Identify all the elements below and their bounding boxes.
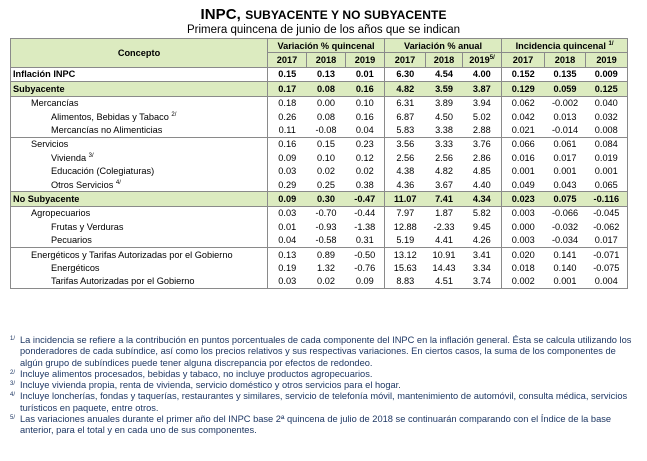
cell-iq-0: 0.016 [511, 152, 535, 163]
cell-vq-1: -0.70 [315, 208, 337, 219]
cell-iq-1: 0.013 [553, 111, 577, 122]
cell-iq-1: 0.135 [545, 67, 586, 81]
row-label [11, 151, 268, 164]
cell-vq-0: 0.11 [278, 125, 296, 136]
cell-va-0: 5.83 [396, 125, 415, 136]
cell-va-1: 3.67 [435, 179, 453, 190]
cell-iq-2: 0.008 [586, 123, 628, 137]
cell-vq-2: -0.50 [346, 247, 385, 261]
cell-iq-1: 0.141 [545, 247, 586, 261]
table-row [11, 110, 628, 123]
cell-va-1: 3.89 [435, 98, 453, 109]
cell-vq-0: 0.17 [268, 82, 307, 96]
cell-iq-1: 0.001 [545, 275, 586, 289]
cell-vq-0: 0.13 [268, 247, 307, 261]
cell-va-1: 4.54 [426, 67, 463, 81]
cell-va-1: 4.41 [435, 235, 453, 246]
cell-iq-1: -0.014 [552, 125, 579, 136]
header-incidencia [502, 39, 628, 53]
cell-va-2: 3.41 [463, 247, 502, 261]
cell-va-2: 4.40 [463, 178, 502, 192]
cell-va-1: 2.56 [435, 152, 453, 163]
cell-va-0: 7.97 [396, 208, 415, 219]
row-label-text: Pecuarios [51, 235, 92, 246]
cell-va-1: 3.38 [435, 125, 453, 136]
row-label-text: Energéticos y Tarifas Autorizadas por el Gobierno [31, 249, 233, 260]
page-title [0, 6, 647, 23]
cell-va-0: 5.19 [396, 235, 415, 246]
cell-vq-0: 0.03 [278, 208, 297, 219]
footnote-text: Incluye alimentos procesados, bebidas y tabaco, no incluye productos agropecuarios. [20, 368, 373, 379]
row-note: 3/ [88, 152, 94, 159]
title-part-2: SUBYACENTE Y [245, 8, 343, 22]
year-iq-2019: 2019 [586, 53, 628, 67]
cell-va-2: 3.94 [463, 96, 502, 110]
table-row [11, 206, 628, 220]
cell-vq-2: -0.44 [346, 206, 385, 220]
row-label-text: Subyacente [13, 83, 65, 94]
cell-iq-0: 0.062 [511, 98, 535, 109]
title-main: INPC, [200, 6, 246, 23]
table-row [11, 275, 628, 289]
row-label-text: Vivienda [51, 152, 87, 163]
cell-iq-1: 0.059 [545, 82, 586, 96]
cell-va-0: 2.56 [396, 152, 415, 163]
cell-vq-0: 0.09 [268, 192, 307, 206]
cell-va-0: 11.07 [385, 192, 426, 206]
table-row [11, 192, 628, 206]
table-row [11, 82, 628, 96]
cell-va-1: 10.91 [426, 247, 463, 261]
cell-va-2: 4.34 [463, 192, 502, 206]
row-label [11, 206, 268, 220]
row-label-text: Agropecuarios [31, 208, 91, 219]
cell-va-2: 5.02 [463, 110, 502, 123]
cell-iq-1: -0.002 [552, 98, 579, 109]
header-var-anual: Variación % anual [385, 39, 502, 53]
row-note: 4/ [115, 179, 121, 186]
cell-vq-1: 0.08 [307, 82, 346, 96]
cell-va-0: 6.87 [396, 111, 415, 122]
footnote-mark: 2/ [10, 369, 16, 376]
cell-vq-2: 0.16 [346, 82, 385, 96]
cell-iq-0: 0.000 [511, 221, 535, 232]
cell-vq-1: -0.93 [315, 221, 337, 232]
cell-va-1: 4.82 [435, 166, 453, 177]
year-iq-2018: 2018 [545, 53, 586, 67]
cell-vq-2: 0.01 [346, 67, 385, 81]
page-subtitle: Primera quincena de junio de los años que se indican [187, 24, 460, 36]
row-label [11, 178, 268, 192]
row-label [11, 261, 268, 274]
row-label-text: Inflación INPC [13, 69, 76, 80]
cell-vq-0: 0.18 [278, 98, 297, 109]
cell-iq-0: 0.129 [502, 82, 545, 96]
cell-va-2: 3.34 [463, 261, 502, 274]
year-vq-2019: 2019 [346, 53, 385, 67]
cell-vq-1: 0.30 [307, 192, 346, 206]
cell-iq-1: 0.001 [553, 166, 577, 177]
cell-vq-1: 0.00 [317, 98, 335, 109]
cell-vq-1: -0.58 [315, 235, 337, 246]
year-va-2019 [463, 53, 502, 67]
cell-vq-2: 0.12 [346, 151, 385, 164]
cell-vq-2: 0.31 [346, 233, 385, 247]
cell-iq-1: -0.034 [552, 235, 579, 246]
cell-iq-0: 0.021 [511, 125, 535, 136]
cell-iq-2: -0.071 [586, 247, 628, 261]
cell-va-0: 6.31 [396, 98, 415, 109]
table-row [11, 137, 628, 151]
cell-va-0: 3.56 [385, 137, 426, 151]
cell-vq-2: 0.09 [346, 275, 385, 289]
cell-iq-1: -0.066 [552, 208, 579, 219]
row-label-text: Mercancías no Alimenticias [51, 125, 163, 136]
cell-vq-1: 0.02 [317, 166, 335, 177]
footnote-mark: 4/ [10, 392, 16, 399]
cell-va-1: 3.33 [426, 137, 463, 151]
row-label-text: Otros Servicios [51, 179, 114, 190]
cell-vq-2: 0.23 [346, 137, 385, 151]
table-row [11, 123, 628, 137]
cell-vq-2: 0.04 [346, 123, 385, 137]
cell-va-2: 4.85 [463, 165, 502, 178]
row-label [11, 67, 268, 81]
cell-iq-0: 0.042 [511, 111, 535, 122]
footnote-mark: 1/ [10, 336, 16, 342]
cell-va-2: 2.88 [463, 123, 502, 137]
cell-vq-0: 0.29 [278, 179, 297, 190]
cell-vq-1: 0.08 [317, 111, 335, 122]
table-row [11, 247, 628, 261]
cell-vq-1: 1.32 [317, 262, 335, 273]
cell-va-0: 13.12 [385, 247, 426, 261]
row-label [11, 137, 268, 151]
header-concepto: Concepto [11, 39, 268, 68]
row-label [11, 192, 268, 206]
cell-iq-2: 0.065 [586, 178, 628, 192]
cell-vq-1: 0.13 [307, 67, 346, 81]
row-label [11, 110, 268, 123]
cell-iq-1: 0.017 [553, 152, 577, 163]
cell-iq-2: 0.004 [586, 275, 628, 289]
footnote-mark: 5/ [10, 415, 16, 422]
cell-vq-0: 0.09 [278, 152, 297, 163]
cell-iq-1: 0.140 [553, 262, 577, 273]
year-vq-2017: 2017 [268, 53, 307, 67]
cell-iq-0: 0.018 [511, 262, 535, 273]
footnote [10, 414, 632, 437]
footnote [10, 380, 632, 391]
cell-iq-0: 0.152 [502, 67, 545, 81]
row-label-text: Tarifas Autorizadas por el Gobierno [51, 276, 195, 287]
cell-iq-1: 0.043 [553, 179, 577, 190]
cell-vq-2: 0.38 [346, 178, 385, 192]
header-incidencia-label: Incidencia quincenal [515, 40, 606, 51]
cell-va-2: 3.76 [463, 137, 502, 151]
row-label [11, 123, 268, 137]
footnote-text: La incidencia se refiere a la contribución en puntos porcentuales de cada componente del INPC en la inflación general. Ésta se calcula utilizando los ponderadores de cada subíndice, así como los precios relativos y sus respectivas variaciones. En ciertos casos, la suma de los componentes de algún grupo de subíndices puede tener alguna discrepancia por efectos de redondeo. [20, 335, 632, 368]
header-incidencia-note: 1/ [608, 40, 614, 47]
cell-va-2: 3.87 [463, 82, 502, 96]
cell-iq-2: 0.125 [586, 82, 628, 96]
cell-va-0: 8.83 [385, 275, 426, 289]
row-label [11, 165, 268, 178]
row-label-text: Energéticos [51, 262, 100, 273]
cell-va-1: 4.50 [435, 111, 453, 122]
year-va-2018: 2018 [426, 53, 463, 67]
cell-va-2: 5.82 [463, 206, 502, 220]
cell-va-2: 9.45 [463, 220, 502, 233]
cell-va-1: 7.41 [426, 192, 463, 206]
cell-va-0: 4.82 [385, 82, 426, 96]
table-row [11, 261, 628, 274]
table-row [11, 220, 628, 233]
footnotes [10, 335, 632, 437]
cell-va-1: 4.51 [426, 275, 463, 289]
row-label [11, 96, 268, 110]
cell-iq-0: 0.049 [511, 179, 535, 190]
cell-iq-2: 0.032 [586, 110, 628, 123]
cell-va-1: 14.43 [432, 262, 456, 273]
row-label [11, 233, 268, 247]
cell-vq-1: 0.25 [317, 179, 335, 190]
cell-vq-2: -0.47 [346, 192, 385, 206]
table-row [11, 96, 628, 110]
cell-vq-1: 0.15 [307, 137, 346, 151]
row-label-text: No Subyacente [13, 193, 80, 204]
footnote [10, 391, 632, 414]
footnote-text: Las variaciones anuales durante el primer año del INPC base 2ª quincena de julio de 2018 se continuarán comparando con el Índice de la base anterior, para el total y en cada uno de sus componentes. [20, 414, 612, 436]
cell-iq-2: -0.062 [586, 220, 628, 233]
cell-va-1: 3.59 [426, 82, 463, 96]
cell-vq-1: 0.02 [307, 275, 346, 289]
row-label-text: Alimentos, Bebidas y Tabaco [51, 111, 169, 122]
cell-iq-1: 0.061 [545, 137, 586, 151]
cell-va-0: 15.63 [393, 262, 417, 273]
cell-vq-2: 0.10 [346, 96, 385, 110]
cell-vq-2: -1.38 [346, 220, 385, 233]
cell-iq-2: 0.001 [586, 165, 628, 178]
footnote-mark: 3/ [10, 381, 16, 388]
cell-vq-1: -0.08 [315, 125, 337, 136]
year-va-2017: 2017 [385, 53, 426, 67]
cell-iq-0: 0.066 [502, 137, 545, 151]
cell-iq-2: 0.017 [586, 233, 628, 247]
footnote-text: Incluye loncherías, fondas y taquerías, restaurantes y similares, servicio de telefonía móvil, mantenimiento de automóvil, consulta médica, servicios turísticos en paquete, entre otros. [20, 391, 628, 413]
header-var-quincenal: Variación % quincenal [268, 39, 385, 53]
cell-iq-1: -0.032 [552, 221, 579, 232]
row-label-text: Educación (Colegiaturas) [51, 166, 155, 177]
table-row [11, 151, 628, 164]
cell-iq-2: -0.075 [586, 261, 628, 274]
cell-iq-0: 0.003 [511, 235, 535, 246]
year-iq-2017: 2017 [502, 53, 545, 67]
table-row [11, 178, 628, 192]
year-vq-2018: 2018 [307, 53, 346, 67]
inflation-table [10, 38, 628, 289]
footnote [10, 369, 632, 380]
cell-vq-0: 0.03 [268, 275, 307, 289]
row-label-text: Frutas y Verduras [51, 221, 124, 232]
cell-va-1: -2.33 [433, 221, 455, 232]
year-va-2019-note: 5/ [489, 55, 495, 62]
cell-iq-2: 0.084 [586, 137, 628, 151]
row-label-text: Servicios [31, 139, 69, 150]
cell-iq-1: 0.075 [545, 192, 586, 206]
cell-iq-2: 0.019 [586, 151, 628, 164]
table-row [11, 165, 628, 178]
cell-va-2: 2.86 [463, 151, 502, 164]
cell-va-1: 1.87 [435, 208, 453, 219]
cell-vq-1: 0.10 [317, 152, 335, 163]
cell-va-0: 12.88 [393, 221, 417, 232]
row-note: 2/ [171, 111, 177, 118]
cell-iq-2: -0.045 [586, 206, 628, 220]
cell-vq-2: -0.76 [346, 261, 385, 274]
cell-vq-0: 0.03 [278, 166, 297, 177]
cell-vq-2: 0.16 [346, 110, 385, 123]
row-label [11, 220, 268, 233]
row-label-text: Mercancías [31, 98, 79, 109]
footnote-text: Incluye vivienda propia, renta de vivienda, servicio doméstico y otros servicios para el hogar. [20, 380, 401, 391]
cell-va-0: 4.36 [396, 179, 415, 190]
cell-iq-0: 0.001 [511, 166, 535, 177]
table-row [11, 67, 628, 81]
cell-vq-0: 0.01 [278, 221, 297, 232]
year-va-2019-label: 2019 [469, 55, 490, 66]
cell-va-0: 4.38 [396, 166, 415, 177]
cell-vq-0: 0.16 [268, 137, 307, 151]
cell-vq-1: 0.89 [307, 247, 346, 261]
footnote [10, 335, 632, 369]
cell-vq-0: 0.15 [268, 67, 307, 81]
cell-iq-2: 0.009 [586, 67, 628, 81]
cell-vq-2: 0.02 [346, 165, 385, 178]
cell-va-2: 4.26 [463, 233, 502, 247]
cell-iq-0: 0.023 [502, 192, 545, 206]
header-row-groups [11, 39, 628, 53]
cell-iq-2: -0.116 [586, 192, 628, 206]
cell-vq-0: 0.26 [278, 111, 297, 122]
row-label [11, 247, 268, 261]
cell-vq-0: 0.04 [278, 235, 297, 246]
cell-va-2: 3.74 [463, 275, 502, 289]
row-label [11, 275, 268, 289]
cell-vq-0: 0.19 [278, 262, 297, 273]
title-part-3: NO SUBYACENTE [342, 8, 447, 22]
table-row [11, 233, 628, 247]
cell-va-2: 4.00 [463, 67, 502, 81]
cell-iq-0: 0.002 [502, 275, 545, 289]
row-label [11, 82, 268, 96]
cell-iq-2: 0.040 [586, 96, 628, 110]
cell-iq-0: 0.020 [502, 247, 545, 261]
cell-va-0: 6.30 [385, 67, 426, 81]
cell-iq-0: 0.003 [511, 208, 535, 219]
